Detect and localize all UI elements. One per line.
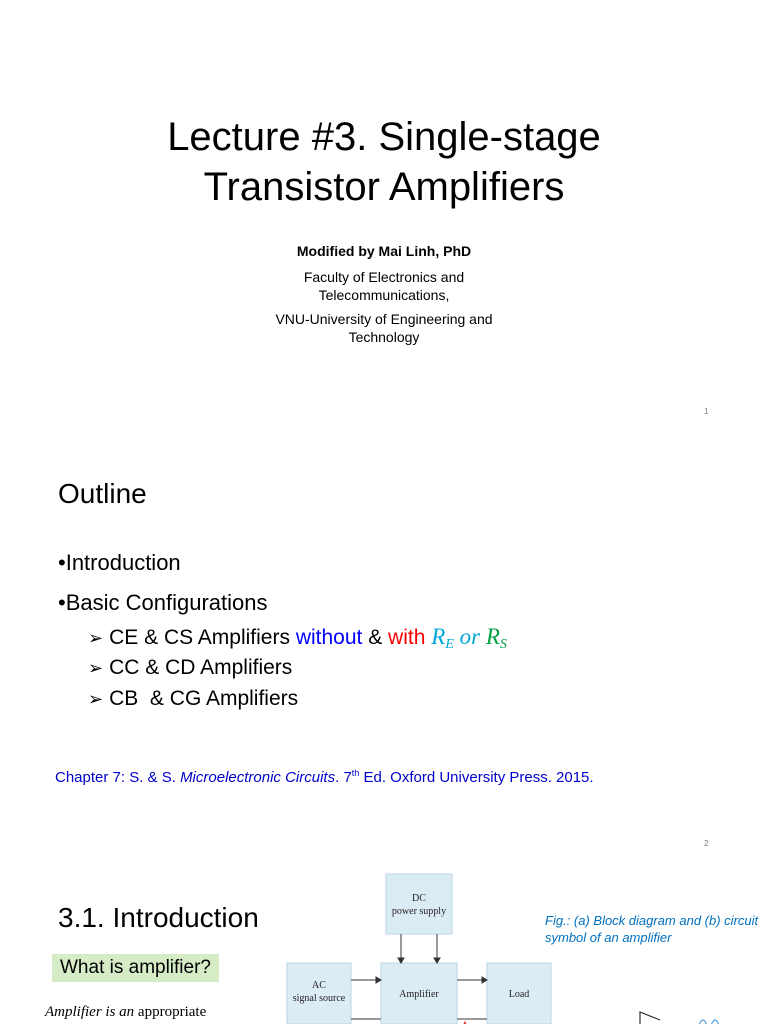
affiliation-university <box>0 310 768 346</box>
dc-label-line-2: power supply <box>391 906 447 917</box>
waveform-blue-icon <box>697 1020 721 1024</box>
amplifier-definition <box>45 1004 206 1021</box>
ampersand-text: & <box>362 626 389 649</box>
figure-caption: Fig.: (a) Block diagram and (b) circuit symbol of an amplifier <box>545 913 759 945</box>
ac-label-line-2: signal source <box>292 993 346 1004</box>
chapter-mid: . 7 <box>335 769 352 786</box>
arrow-bullet-icon: ➢ <box>88 628 104 648</box>
affiliation-faculty-line-1: Faculty of Electronics and <box>303 269 465 285</box>
chapter-superscript: th <box>351 768 360 778</box>
arrowhead-icon <box>482 977 487 983</box>
arrow-bullet-icon: ➢ <box>88 658 104 678</box>
math-subscript-e: E <box>445 637 454 652</box>
lecture-title <box>0 112 768 212</box>
slide-3 <box>0 864 768 1024</box>
lecture-title-line-2: Transistor Amplifiers <box>203 165 565 209</box>
affiliation-university-line-2: Technology <box>348 329 420 345</box>
chapter-prefix: Chapter 7: S. & S. <box>55 769 181 786</box>
sub-item-text: CC & CD Amplifiers <box>109 656 293 679</box>
ac-label-line-1: AC <box>312 980 326 991</box>
math-r: R <box>485 624 500 649</box>
arrowhead-icon <box>376 977 381 983</box>
chapter-reference <box>55 768 594 786</box>
outline-title: Outline <box>58 478 147 509</box>
bullet-text: Basic Configurations <box>65 590 268 615</box>
chapter-suffix: Ed. Oxford University Press. 2015. <box>359 769 594 786</box>
slide-2 <box>0 432 768 864</box>
slide-1 <box>0 0 768 432</box>
without-text: without <box>295 626 363 649</box>
page-number: 2 <box>704 839 709 848</box>
lecture-title-line-1: Lecture #3. Single-stage <box>167 115 601 159</box>
amplifier-block-diagram <box>285 872 755 1024</box>
sub-item-cb-cg <box>88 687 298 711</box>
amplifier-label: Amplifier <box>399 989 439 1000</box>
affiliation-university-line-1: VNU-University of Engineering and <box>275 311 493 327</box>
with-text: with <box>388 626 426 649</box>
sub-item-ce-cs <box>88 624 507 653</box>
page-number: 1 <box>704 407 709 416</box>
math-r: R <box>431 624 446 649</box>
affiliation-faculty-line-2: Telecommunications, <box>318 287 450 303</box>
sub-item-cc-cd <box>88 656 292 680</box>
load-label: Load <box>508 989 530 1000</box>
arrow-bullet-icon: ➢ <box>88 689 104 709</box>
dc-label-line-1: DC <box>412 893 426 904</box>
bullet-basic-configurations: •Basic Configurations <box>58 590 268 615</box>
dc-power-supply-block <box>386 874 452 934</box>
author: Modified by Mai Linh, PhD <box>296 243 472 259</box>
definition-rest: appropriate <box>134 1004 207 1020</box>
arrowhead-icon <box>398 958 404 963</box>
math-subscript-s: S <box>499 637 507 652</box>
sub-item-text: CE & CS Amplifiers <box>109 626 296 649</box>
affiliation-faculty <box>0 268 768 304</box>
what-is-amplifier-highlight: What is amplifier? <box>52 954 219 982</box>
math-re-or <box>431 624 486 652</box>
math-or: or <box>459 624 481 649</box>
chapter-book-title: Microelectronic Circuits <box>180 769 336 786</box>
arrowhead-icon <box>434 958 440 963</box>
amplifier-symbol-icon <box>640 1012 660 1024</box>
bullet-introduction: •Introduction <box>58 550 181 575</box>
bullet-text: Introduction <box>65 550 181 575</box>
sub-item-text: CB & CG Amplifiers <box>109 687 299 710</box>
introduction-title: 3.1. Introduction <box>58 902 259 933</box>
math-rs <box>485 624 507 652</box>
definition-start: Amplifier is an <box>45 1004 135 1020</box>
